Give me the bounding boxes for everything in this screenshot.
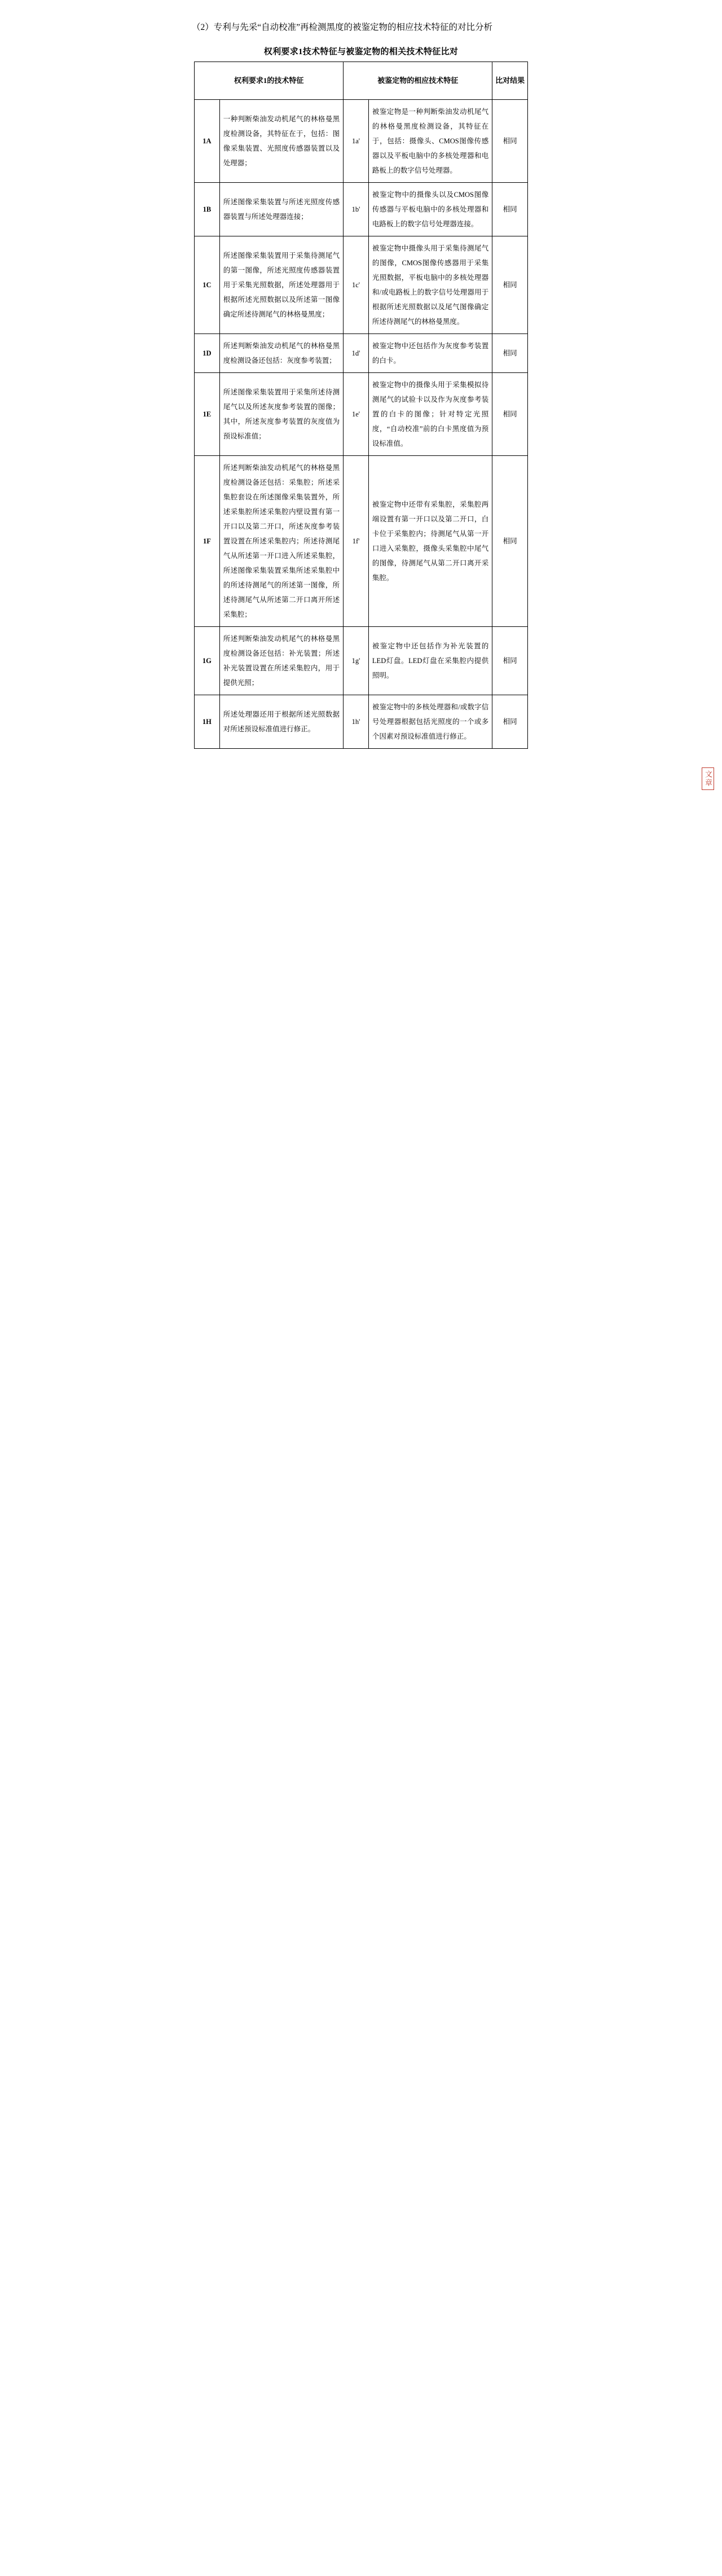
row-claim-text: 所述图像采集装置用于采集所述待测尾气以及所述灰度参考装置的图像；其中，所述灰度参考装置的灰度值为预设标准值； xyxy=(219,373,343,456)
row-tag-claim: 1D xyxy=(195,334,220,373)
row-object-text: 被鉴定物中还包括作为补光装置的LED灯盘。LED灯盘在采集腔内提供照明。 xyxy=(368,627,492,695)
row-tag-claim: 1F xyxy=(195,456,220,627)
row-object-text: 被鉴定物中还包括作为灰度参考装置的白卡。 xyxy=(368,334,492,373)
table-row xyxy=(195,456,528,627)
header-claim-features: 权利要求1的技术特征 xyxy=(195,62,344,100)
row-tag-object: 1b' xyxy=(344,183,369,236)
side-margin-note: 文章 xyxy=(702,767,714,790)
row-tag-object: 1a' xyxy=(344,100,369,183)
row-tag-claim: 1G xyxy=(195,627,220,695)
header-object-features: 被鉴定物的相应技术特征 xyxy=(344,62,492,100)
row-tag-claim: 1E xyxy=(195,373,220,456)
intro-paragraph-block xyxy=(192,19,530,36)
row-tag-object: 1d' xyxy=(344,334,369,373)
row-result: 相同 xyxy=(492,100,528,183)
row-object-text: 被鉴定物中摄像头用于采集待测尾气的图像，CMOS图像传感器用于采集光照数据，平板电脑中的多核处理器和/或电路板上的数字信号处理器用于根据所述光照数据以及尾气图像确定所述待测尾气的林格曼黑度。 xyxy=(368,236,492,334)
row-object-text: 被鉴定物中还带有采集腔，采集腔两端设置有第一开口以及第二开口，白卡位于采集腔内；待测尾气从第一开口进入采集腔，摄像头采集腔中尾气的图像，待测尾气从第二开口离开采集腔。 xyxy=(368,456,492,627)
row-result: 相同 xyxy=(492,373,528,456)
table-title: 权利要求1技术特征与被鉴定物的相关技术特征比对 xyxy=(263,47,459,56)
row-claim-text: 所述处理器还用于根据所述光照数据对所述预设标准值进行修正。 xyxy=(219,695,343,749)
row-tag-object: 1e' xyxy=(344,373,369,456)
row-object-text: 被鉴定物中的摄像头用于采集模拟待测尾气的试验卡以及作为灰度参考装置的白卡的图像；针对特定光照度，“自动校准”前的白卡黑度值为预设标准值。 xyxy=(368,373,492,456)
row-tag-claim: 1A xyxy=(195,100,220,183)
row-tag-claim: 1C xyxy=(195,236,220,334)
intro-paragraph: （2）专利与先采“自动校准”再检测黑度的被鉴定物的相应技术特征的对比分析 xyxy=(192,23,493,32)
header-result: 比对结果 xyxy=(492,62,528,100)
row-tag-object: 1c' xyxy=(344,236,369,334)
row-object-text: 被鉴定物中的多核处理器和/或数字信号处理器根据包括光照度的一个或多个因素对预设标准值进行修正。 xyxy=(368,695,492,749)
row-tag-claim: 1H xyxy=(195,695,220,749)
row-result: 相同 xyxy=(492,627,528,695)
row-tag-claim: 1B xyxy=(195,183,220,236)
table-row xyxy=(195,183,528,236)
table-row xyxy=(195,334,528,373)
row-object-text: 被鉴定物是一种判断柴油发动机尾气的林格曼黑度检测设备，其特征在于，包括：摄像头、CMOS图像传感器以及平板电脑中的多核处理器和电路板上的数字信号处理器。 xyxy=(368,100,492,183)
row-tag-object: 1g' xyxy=(344,627,369,695)
row-claim-text: 所述判断柴油发动机尾气的林格曼黑度检测设备还包括：补光装置；所述补光装置设置在所述采集腔内，用于提供光照； xyxy=(219,627,343,695)
row-result: 相同 xyxy=(492,695,528,749)
row-claim-text: 所述图像采集装置用于采集待测尾气的第一图像，所述光照度传感器装置用于采集光照数据，所述处理器用于根据所述光照数据以及所述第一图像确定所述待测尾气的林格曼黑度； xyxy=(219,236,343,334)
table-row xyxy=(195,627,528,695)
row-result: 相同 xyxy=(492,236,528,334)
table-row xyxy=(195,373,528,456)
row-result: 相同 xyxy=(492,183,528,236)
row-claim-text: 所述判断柴油发动机尾气的林格曼黑度检测设备还包括：灰度参考装置； xyxy=(219,334,343,373)
row-tag-object: 1h' xyxy=(344,695,369,749)
row-result: 相同 xyxy=(492,334,528,373)
row-object-text: 被鉴定物中的摄像头以及CMOS图像传感器与平板电脑中的多核处理器和电路板上的数字信号处理器连接。 xyxy=(368,183,492,236)
comparison-table xyxy=(194,62,528,749)
table-row xyxy=(195,236,528,334)
table-row xyxy=(195,695,528,749)
row-claim-text: 所述判断柴油发动机尾气的林格曼黑度检测设备还包括：采集腔；所述采集腔套设在所述图像采集装置外，所述采集腔所述采集腔内壁设置有第一开口以及第二开口，所述灰度参考装置设置在所述采集腔内；所述待测尾气从所述第一开口进入所述采集腔，所述图像采集装置采集所述采集腔中的所述待测尾气的所述第一图像，所述待测尾气从所述第二开口离开所述采集腔； xyxy=(219,456,343,627)
row-claim-text: 所述图像采集装置与所述光照度传感器装置与所述处理器连接； xyxy=(219,183,343,236)
table-header-row xyxy=(195,62,528,100)
row-tag-object: 1f' xyxy=(344,456,369,627)
row-claim-text: 一种判断柴油发动机尾气的林格曼黑度检测设备，其特征在于，包括：图像采集装置、光照度传感器装置以及处理器； xyxy=(219,100,343,183)
row-result: 相同 xyxy=(492,456,528,627)
table-row xyxy=(195,100,528,183)
